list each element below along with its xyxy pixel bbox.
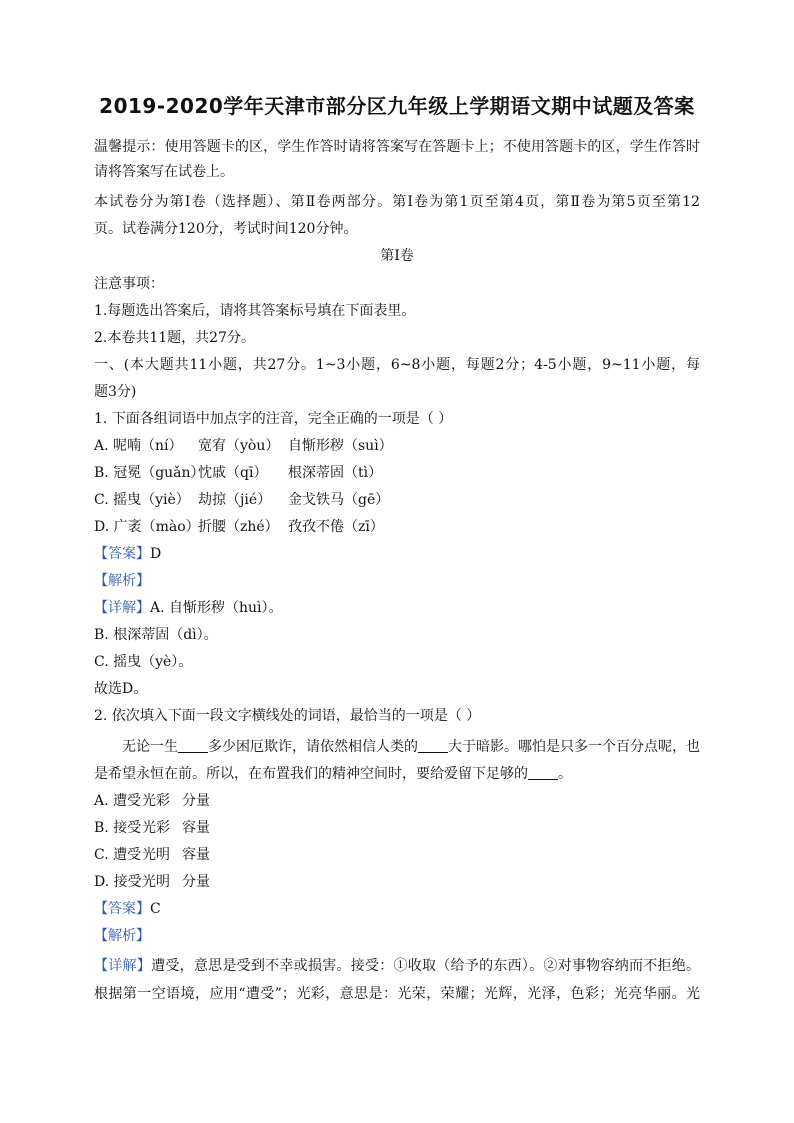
q2-option-d: D. 接受光明 分量 — [94, 874, 210, 890]
q2-answer — [94, 900, 161, 918]
page-title: 2019-2020学年天津市部分区九年级上学期语文期中试题及答案 — [99, 94, 695, 118]
blank-2 — [418, 740, 448, 753]
blank-3 — [528, 767, 558, 780]
q2-option-a: A. 遭受光彩 分量 — [94, 793, 210, 809]
answer-value: C — [150, 901, 161, 917]
q1-analysis-label: 【解析】 — [94, 573, 150, 589]
section-title: 第Ⅰ卷 — [380, 248, 414, 264]
part-one-line-2: 题3分) — [94, 384, 137, 400]
detail-label: 【详解】 — [94, 958, 152, 974]
q1-detail: 【详解】A. 自惭形秽（huì）。 — [94, 600, 283, 616]
q2-detail-line-2: 根据第一空语境，应用“遭受”；光彩，意思是：光荣，荣耀；光辉，光泽，色彩；光亮华丽。光 — [94, 986, 700, 1002]
q2-passage-line-1: 无论一生 多少困厄欺诈，请依然相信人类的 大于暗影。哪怕是只多一个百分点呢，也 — [122, 739, 700, 755]
notes-item-1: 1.每题选出答案后，请将其答案标号填在下面表里。 — [94, 303, 416, 319]
q2-stem: 2. 依次填入下面一段文字横线处的词语，最恰当的一项是（ ） — [94, 708, 481, 724]
q2-analysis-label: 【解析】 — [94, 928, 150, 944]
notes-item-2: 2.本卷共11题，共27分。 — [94, 330, 255, 346]
answer-label: 【答案】 — [94, 901, 150, 917]
q1-conclusion: 故选D。 — [94, 681, 148, 697]
detail-label: 【详解】 — [94, 600, 150, 616]
q2-option-b: B. 接受光彩 容量 — [94, 820, 210, 836]
answer-value: D — [150, 546, 162, 562]
q1-option-a: A. 呢喃（ní） 宽宥（yòu） 自惭形秽（suì） — [94, 438, 393, 454]
q2-passage-line-2: 是希望永恒在前。所以，在布置我们的精神空间时，要给爱留下足够的 。 — [94, 766, 572, 782]
q1-option-d: D. 广袤（mào）折腰（zhé） 孜孜不倦（zī） — [94, 519, 384, 535]
intro-line-1: 温馨提示：使用答题卡的区，学生作答时请将答案写在答题卡上；不使用答题卡的区，学生作答时 — [94, 139, 700, 155]
q1-option-b: B. 冠冕（guǎn）忱戚（qī） 根深蒂固（tì） — [94, 465, 383, 481]
q1-detail-b: B. 根深蒂固（dì）。 — [94, 627, 218, 643]
notes-heading: 注意事项： — [94, 276, 164, 292]
blank-1 — [178, 740, 208, 753]
answer-label: 【答案】 — [94, 546, 150, 562]
q2-option-c: C. 遭受光明 容量 — [94, 847, 210, 863]
intro-line-4: 页。试卷满分120分，考试时间120分钟。 — [94, 221, 358, 237]
part-one-line-1: 一、(本大题共11小题，共27分。1~3小题，6~8小题，每题2分；4-5小题，9~11小题，每 — [94, 357, 700, 373]
intro-line-2: 请将答案写在试卷上。 — [94, 164, 234, 180]
q1-answer — [94, 545, 161, 563]
q1-option-c: C. 摇曳（yiè） 劫掠（jié） 金戈铁马（gē） — [94, 492, 390, 508]
q2-detail-line-1: 【详解】遭受，意思是受到不幸或损害。接受：①收取（给予的东西）。②对事物容纳而不拒绝。 — [94, 958, 701, 974]
intro-line-3: 本试卷分为第Ⅰ卷（选择题）、第Ⅱ卷两部分。第Ⅰ卷为第1页至第4页，第Ⅱ卷为第5页至第12 — [94, 194, 700, 210]
q1-detail-c: C. 摇曳（yè）。 — [94, 654, 193, 670]
q1-stem: 1. 下面各组词语中加点字的注音，完全正确的一项是（ ） — [94, 411, 453, 427]
